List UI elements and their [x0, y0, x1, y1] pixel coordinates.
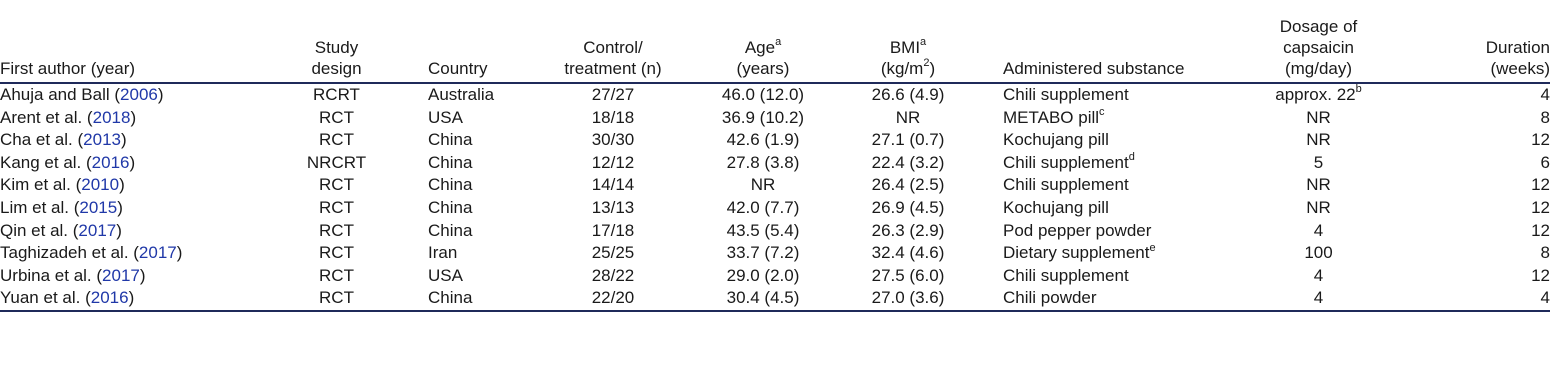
- cell-text: 32.4 (4.6): [871, 243, 945, 263]
- cell-text: China: [428, 175, 473, 195]
- cell-text: 6: [1540, 152, 1550, 172]
- cell-substance: [983, 242, 1245, 265]
- citation-year-link[interactable]: 2017: [102, 265, 140, 285]
- cell-text: ): [120, 130, 127, 150]
- cell-duration: [1392, 174, 1550, 197]
- cell-text: China: [428, 288, 473, 308]
- cell-text: 12: [1531, 175, 1550, 195]
- cell-bmi: [833, 129, 983, 152]
- cell-text: 4: [1540, 85, 1550, 104]
- cell-text: ): [157, 85, 164, 104]
- cell-text: 42.0 (7.7): [726, 197, 800, 217]
- table-row: [0, 197, 1550, 220]
- cell-text: METABO pill: [1003, 107, 1100, 127]
- cell-text: 4: [1313, 288, 1324, 308]
- cell-country: [398, 265, 533, 288]
- cell-text: 26.3 (2.9): [871, 220, 945, 240]
- citation-year-link[interactable]: 2016: [90, 288, 129, 308]
- cell-bmi: [833, 152, 983, 175]
- footnote-marker: e: [1149, 241, 1156, 254]
- cell-substance: [983, 174, 1245, 197]
- citation-year-link[interactable]: 2017: [78, 220, 117, 240]
- superscript: a: [920, 36, 927, 49]
- cell-text: 100: [1304, 243, 1333, 263]
- cell-text: 27.8 (3.8): [726, 152, 800, 172]
- cell-country: [398, 174, 533, 197]
- footnote-marker: b: [1355, 83, 1362, 96]
- cell-text: Chili powder: [1003, 288, 1097, 308]
- cell-text: NR: [895, 107, 921, 127]
- cell-text: 28/22: [591, 265, 635, 285]
- cell-text: Taghizadeh et al. (: [0, 243, 139, 263]
- cell-age: [693, 197, 833, 220]
- cell-text: ): [117, 197, 123, 217]
- cell-dosage: [1245, 152, 1392, 175]
- cell-age: [693, 174, 833, 197]
- cell-control-treatment: [533, 107, 693, 130]
- cell-text: China: [428, 130, 473, 150]
- cell-text: China: [428, 220, 473, 240]
- cell-text: approx. 22: [1275, 85, 1356, 104]
- cell-substance: [983, 107, 1245, 130]
- cell-country: [398, 220, 533, 243]
- footnote-marker: c: [1099, 105, 1105, 118]
- cell-text: 13/13: [591, 197, 635, 217]
- cell-text: ): [128, 288, 135, 308]
- citation-year-link[interactable]: 2010: [81, 175, 120, 195]
- cell-text: NR: [750, 175, 776, 195]
- cell-text: 33.7 (7.2): [726, 243, 800, 263]
- cell-text: Age: [744, 38, 776, 57]
- header-country: [398, 0, 533, 83]
- cell-duration: [1392, 287, 1550, 311]
- cell-study-design: [275, 265, 398, 288]
- cell-control-treatment: [533, 197, 693, 220]
- cell-text: 17/18: [591, 220, 635, 240]
- cell-text: Kang et al. (: [0, 152, 92, 172]
- cell-text: 25/25: [591, 243, 635, 263]
- header-author: [0, 0, 275, 83]
- citation-year-link[interactable]: 2016: [91, 152, 130, 172]
- cell-text: 27.0 (3.6): [871, 288, 945, 308]
- cell-duration: [1392, 129, 1550, 152]
- cell-text: 12: [1531, 265, 1550, 285]
- cell-text: RCT: [319, 175, 354, 195]
- cell-bmi: [833, 83, 983, 107]
- cell-study-design: [275, 83, 398, 107]
- cell-text: Yuan et al. (: [0, 288, 91, 308]
- cell-text: ): [116, 220, 122, 240]
- cell-author: [0, 242, 275, 265]
- cell-study-design: [275, 129, 398, 152]
- cell-text: Urbina et al. (: [0, 265, 103, 285]
- cell-country: [398, 287, 533, 311]
- cell-text: NR: [1306, 175, 1331, 195]
- cell-author: [0, 107, 275, 130]
- cell-text: RCT: [319, 130, 354, 150]
- cell-study-design: [275, 152, 398, 175]
- cell-control-treatment: [533, 174, 693, 197]
- cell-text: Administered substance: [1003, 59, 1185, 78]
- cell-text: (kg/m: [880, 59, 924, 78]
- cell-text: NRCRT: [306, 152, 367, 172]
- cell-text: USA: [428, 107, 463, 127]
- table-row: [0, 83, 1550, 107]
- cell-text: 12: [1531, 197, 1550, 217]
- table-row: [0, 265, 1550, 288]
- superscript: a: [775, 36, 782, 49]
- cell-duration: [1392, 220, 1550, 243]
- header-age: [693, 0, 833, 83]
- cell-text: design: [311, 59, 362, 78]
- cell-text: RCT: [319, 107, 354, 127]
- cell-dosage: [1245, 129, 1392, 152]
- cell-duration: [1392, 83, 1550, 107]
- cell-duration: [1392, 197, 1550, 220]
- table-row: [0, 107, 1550, 130]
- cell-text: 26.4 (2.5): [871, 175, 945, 195]
- cell-text: NR: [1306, 130, 1331, 150]
- cell-text: 12: [1531, 130, 1550, 150]
- citation-year-link[interactable]: 2017: [138, 243, 177, 263]
- cell-age: [693, 129, 833, 152]
- cell-text: China: [428, 197, 473, 217]
- cell-text: RCT: [319, 197, 354, 217]
- header-row: [0, 0, 1550, 83]
- cell-text: capsaicin: [1283, 38, 1354, 57]
- cell-text: 36.9 (10.2): [721, 107, 805, 127]
- cell-dosage: [1245, 220, 1392, 243]
- cell-bmi: [833, 265, 983, 288]
- cell-study-design: [275, 242, 398, 265]
- cell-text: 4: [1313, 220, 1324, 240]
- cell-control-treatment: [533, 265, 693, 288]
- cell-text: 26.6 (4.9): [871, 85, 945, 104]
- cell-dosage: [1245, 107, 1392, 130]
- cell-author: [0, 265, 275, 288]
- cell-text: ): [929, 59, 936, 78]
- cell-text: RCT: [319, 288, 354, 308]
- cell-text: NR: [1306, 197, 1331, 217]
- cell-text: RCRT: [313, 85, 360, 104]
- cell-duration: [1392, 107, 1550, 130]
- cell-text: (years): [736, 59, 790, 78]
- cell-age: [693, 287, 833, 311]
- cell-text: 46.0 (12.0): [721, 85, 805, 104]
- table-row: [0, 129, 1550, 152]
- cell-dosage: [1245, 287, 1392, 311]
- cell-text: China: [428, 152, 473, 172]
- cell-substance: [983, 197, 1245, 220]
- cell-substance: [983, 220, 1245, 243]
- table-row: [0, 152, 1550, 175]
- cell-text: Qin et al. (: [0, 220, 79, 240]
- header-study-design: [275, 0, 398, 83]
- cell-text: Control/: [583, 38, 643, 57]
- citation-year-link[interactable]: 2013: [83, 130, 121, 150]
- cell-age: [693, 152, 833, 175]
- cell-text: Pod pepper powder: [1003, 220, 1152, 240]
- cell-bmi: [833, 107, 983, 130]
- cell-text: ): [129, 152, 136, 172]
- cell-text: Kochujang pill: [1003, 130, 1109, 150]
- cell-text: Lim et al. (: [0, 197, 80, 217]
- cell-country: [398, 107, 533, 130]
- cell-dosage: [1245, 174, 1392, 197]
- cell-text: 8: [1540, 243, 1550, 263]
- cell-text: 12/12: [591, 152, 635, 172]
- header-administered-substance: [983, 0, 1245, 83]
- cell-text: Iran: [428, 243, 458, 263]
- cell-text: Country: [428, 59, 488, 78]
- cell-age: [693, 83, 833, 107]
- cell-text: First author (year): [0, 59, 136, 78]
- cell-text: Chili supplement: [1003, 265, 1129, 285]
- cell-duration: [1392, 242, 1550, 265]
- cell-duration: [1392, 152, 1550, 175]
- cell-text: RCT: [319, 265, 354, 285]
- cell-text: 42.6 (1.9): [726, 130, 800, 150]
- cell-text: 5: [1313, 152, 1324, 172]
- cell-study-design: [275, 174, 398, 197]
- cell-control-treatment: [533, 152, 693, 175]
- cell-substance: [983, 265, 1245, 288]
- cell-bmi: [833, 220, 983, 243]
- cell-control-treatment: [533, 129, 693, 152]
- table-row: [0, 287, 1550, 311]
- cell-text: Chili supplement: [1003, 85, 1129, 104]
- cell-text: USA: [428, 265, 463, 285]
- cell-age: [693, 265, 833, 288]
- cell-text: ): [130, 107, 137, 127]
- cell-dosage: [1245, 242, 1392, 265]
- cell-text: Chili supplement: [1003, 175, 1129, 195]
- cell-text: 43.5 (5.4): [726, 220, 800, 240]
- cell-substance: [983, 152, 1245, 175]
- cell-text: RCT: [319, 243, 354, 263]
- cell-bmi: [833, 197, 983, 220]
- cell-author: [0, 220, 275, 243]
- citation-year-link[interactable]: 2018: [92, 107, 131, 127]
- cell-text: RCT: [319, 220, 354, 240]
- cell-study-design: [275, 220, 398, 243]
- citation-year-link[interactable]: 2006: [120, 85, 158, 104]
- cell-text: 30.4 (4.5): [726, 288, 800, 308]
- cell-age: [693, 107, 833, 130]
- cell-text: NR: [1306, 107, 1331, 127]
- citation-year-link[interactable]: 2015: [79, 197, 118, 217]
- cell-text: 22.4 (3.2): [871, 152, 945, 172]
- cell-age: [693, 220, 833, 243]
- cell-text: Kim et al. (: [0, 175, 82, 195]
- cell-text: (weeks): [1490, 59, 1550, 78]
- cell-author: [0, 152, 275, 175]
- cell-substance: [983, 287, 1245, 311]
- cell-dosage: [1245, 197, 1392, 220]
- cell-text: Chili supplement: [1003, 152, 1129, 172]
- cell-control-treatment: [533, 83, 693, 107]
- cell-control-treatment: [533, 287, 693, 311]
- cell-text: Australia: [428, 85, 495, 104]
- cell-text: Study: [314, 38, 359, 57]
- cell-text: 4: [1540, 288, 1550, 308]
- cell-author: [0, 174, 275, 197]
- cell-country: [398, 152, 533, 175]
- cell-text: 26.9 (4.5): [871, 197, 945, 217]
- cell-study-design: [275, 287, 398, 311]
- superscript: 2: [923, 57, 930, 70]
- table-row: [0, 242, 1550, 265]
- cell-text: 8: [1540, 107, 1550, 127]
- cell-text: 29.0 (2.0): [726, 265, 800, 285]
- cell-text: ): [119, 175, 125, 195]
- cell-bmi: [833, 287, 983, 311]
- table-row: [0, 220, 1550, 243]
- header-control-treatment: [533, 0, 693, 83]
- cell-text: 12: [1531, 220, 1550, 240]
- cell-country: [398, 129, 533, 152]
- cell-text: 22/20: [591, 288, 635, 308]
- cell-text: Dosage of: [1279, 17, 1358, 36]
- cell-text: ): [176, 243, 183, 263]
- table-row: [0, 174, 1550, 197]
- cell-text: BMI: [889, 38, 921, 57]
- cell-author: [0, 83, 275, 107]
- cell-text: 27/27: [591, 85, 635, 104]
- cell-text: Arent et al. (: [0, 107, 93, 127]
- cell-study-design: [275, 107, 398, 130]
- cell-duration: [1392, 265, 1550, 288]
- cell-text: 30/30: [591, 130, 635, 150]
- cell-author: [0, 129, 275, 152]
- cell-text: 4: [1313, 265, 1324, 285]
- cell-author: [0, 197, 275, 220]
- cell-text: Duration: [1485, 38, 1550, 57]
- cell-text: 27.1 (0.7): [871, 130, 945, 150]
- cell-age: [693, 242, 833, 265]
- cell-text: Kochujang pill: [1003, 197, 1109, 217]
- header-bmi: [833, 0, 983, 83]
- header-duration: [1392, 0, 1550, 83]
- cell-text: 14/14: [591, 175, 635, 195]
- cell-text: Dietary supplement: [1003, 243, 1150, 263]
- table-body: [0, 83, 1550, 311]
- cell-dosage: [1245, 265, 1392, 288]
- cell-text: 27.5 (6.0): [871, 265, 945, 285]
- cell-country: [398, 83, 533, 107]
- cell-country: [398, 197, 533, 220]
- cell-control-treatment: [533, 242, 693, 265]
- header-dosage: [1245, 0, 1392, 83]
- cell-text: Ahuja and Ball (: [0, 85, 121, 104]
- cell-study-design: [275, 197, 398, 220]
- cell-dosage: [1245, 83, 1392, 107]
- cell-country: [398, 242, 533, 265]
- cell-text: (mg/day): [1284, 59, 1353, 78]
- cell-substance: [983, 129, 1245, 152]
- cell-substance: [983, 83, 1245, 107]
- cell-bmi: [833, 242, 983, 265]
- cell-text: ): [139, 265, 146, 285]
- cell-text: Cha et al. (: [0, 130, 84, 150]
- footnote-marker: d: [1128, 151, 1135, 164]
- cell-text: 18/18: [591, 107, 635, 127]
- cell-text: treatment (n): [564, 59, 662, 78]
- cell-author: [0, 287, 275, 311]
- cell-bmi: [833, 174, 983, 197]
- cell-control-treatment: [533, 220, 693, 243]
